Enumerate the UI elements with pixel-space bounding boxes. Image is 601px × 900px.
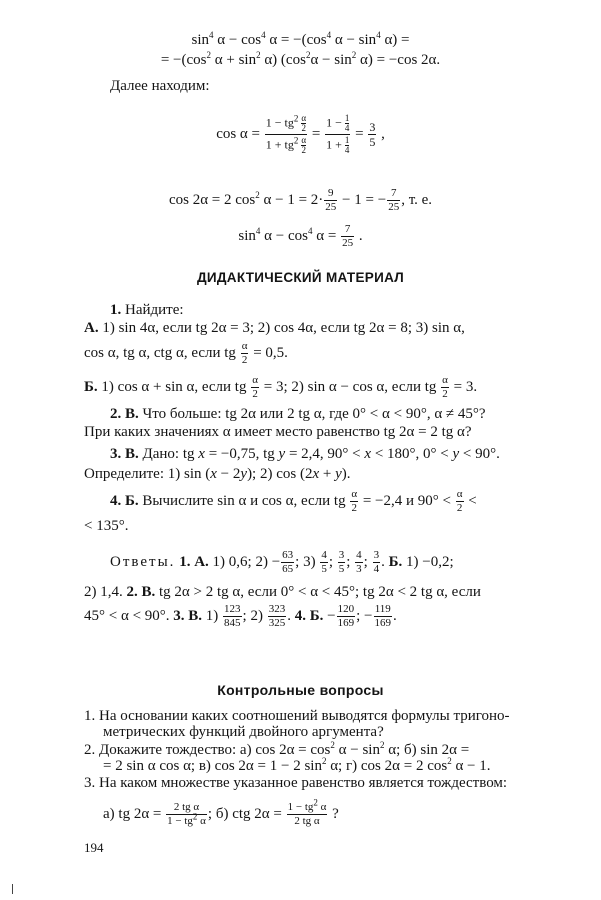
question-2-line-1: 2. Докажите тождество: а) $\cos 2\alpha = \cos^2 \alpha - \sin^2 \alpha$; б) sin 2α = xyxy=(84,740,470,758)
control-heading: Контрольные вопросы xyxy=(217,682,384,698)
cos-alpha-formula: cos α = $1 - tg^2$ $\frac{\alpha}{2}$ $1 + tg^2$ $\frac{\alpha}{2}$ = 1 − $\frac{1}{4}$ 1 + $\frac{1}{4}$ = $\frac{3}{5}$ , xyxy=(216,113,385,156)
question-3-line-1: 3. На каком множестве указанное равенство является тождеством: xyxy=(84,775,508,791)
task-1-a-line-1: А. 1) sin 4α, если tg 2α = 3; 2) cos 4α, если tg 2α = 8; 3) sin α, xyxy=(84,320,465,336)
scan-mark xyxy=(12,884,13,894)
further-text: Далее находим: xyxy=(110,78,210,94)
task-2-line-2: При каких значениях α имеет место равенство tg 2α = 2 tg α? xyxy=(84,424,472,440)
question-3-line-2: а) tg 2α = $\frac{\text{2 tg α}}{1 - tg^2 \alpha}$ ; б) ctg 2α = $\frac{1 - tg^2 \alpha}{\text{2 tg α}}$ ? xyxy=(103,797,339,828)
answers-line-1: Ответы. 1. А. 1) 0,6; 2) − $\frac{63}{65}$ ; 3) $\frac{4}{5}$ ; $\frac{3}{5}$ ; $\frac{4}{3}$ ; $\frac{3}{4}$ . Б. 1) −0,2; xyxy=(110,549,454,576)
question-1-line-1: 1. На основании каких соотношений выводятся формулы тригоно- xyxy=(84,708,510,724)
page-number: 194 xyxy=(84,840,104,855)
task-3-line-2: Определите: 1) sin (x − 2y); 2) cos (2x + y). xyxy=(84,466,351,482)
task-3-line-1: 3. В. Дано: tg x = −0,75, tg y = 2,4, 90° < x < 180°, 0° < y < 90°. xyxy=(110,446,500,462)
task-2-line-1: 2. В. Что больше: tg 2α или 2 tg α, где 0° < α < 90°, α ≠ 45°? xyxy=(110,406,486,422)
question-2-line-2: = 2 sin α cos α; в) cos 2α = 1 − 2 $\sin^2 \alpha$; г) cos 2α = 2 $\cos^2 \alpha - 1$. xyxy=(103,756,491,774)
answers-line-2: 2) 1,4. 2. В. tg 2α > 2 tg α, если 0° < α < 45°; tg 2α < 2 tg α, если xyxy=(84,584,481,600)
task-4-line-1: 4. Б. Вычислите sin α и cos α, если tg $\frac{\alpha}{2}$ = −2,4 и 90° < $\frac{\alpha}{2}$ < xyxy=(110,488,477,515)
task-4-line-2: < 135°. xyxy=(84,518,129,534)
formula-line-2: = $-(\cos^2$ $\alpha + \sin^2 \alpha$) $(\cos^2\alpha - \sin^2 \alpha) = -\cos$ 2α. xyxy=(160,50,441,68)
task-1-a-line-2: cos α, tg α, ctg α, если tg $\frac{\alpha}{2}$ = 0,5. xyxy=(84,340,288,367)
cos-2alpha-formula: cos 2α = 2 $\cos^2 \alpha - 1 = 2\cdot$ $\frac{9}{25}$ − 1 = − $\frac{7}{25}$ , т. е. xyxy=(168,187,433,214)
task-1-b: Б. 1) cos α + sin α, если tg $\frac{\alpha}{2}$ = 3; 2) sin α − cos α, если tg $\frac{\alpha}{2}$ = 3. xyxy=(84,374,478,401)
answers-line-3: 45° < α < 90°. 3. В. 1) $\frac{123}{845}$ ; 2) $\frac{323}{325}$ . 4. Б. − $\frac{120}{169}$ ; − $\frac{119}{169}$ . xyxy=(84,603,397,630)
task-1-head: 1. Найдите: xyxy=(110,302,184,318)
formula-line-1: $\sin^4 \alpha - \cos^4 \alpha = -(\cos^4$ $\alpha - \sin^4 \alpha$) = xyxy=(191,30,410,48)
question-1-line-2: метрических функций двойного аргумента? xyxy=(103,724,384,740)
result-formula: $\sin^4 \alpha - \cos^4 \alpha$ = $\frac{7}{25}$ . xyxy=(238,223,363,250)
didactic-heading: ДИДАКТИЧЕСКИЙ МАТЕРИАЛ xyxy=(196,270,405,285)
